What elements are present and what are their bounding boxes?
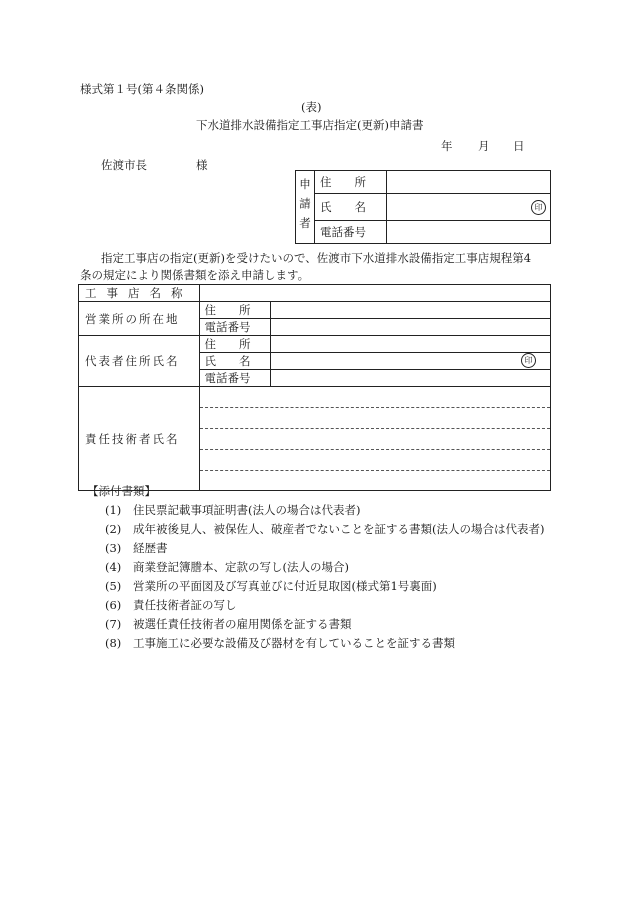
attachment-number: (8) [105,636,122,650]
applicant-name-label: 氏 名 [315,194,387,221]
form-number: 様式第１号(第４条関係) [80,82,204,96]
office-phone-field[interactable] [270,319,551,336]
attachment-number: (3) [105,541,122,555]
applicant-table [295,170,551,244]
attachment-item [105,578,437,594]
attachment-number: (5) [105,579,122,593]
office-location-label: 営業所の所在地 [79,302,200,336]
representative-name-field[interactable] [270,353,551,370]
applicant-address-field[interactable] [387,171,551,194]
attachment-text: 成年被後見人、被保佐人、破産者でないことを証する書類(法人の場合は代表者) [133,522,545,536]
shop-name-field[interactable] [199,285,551,302]
attachment-text: 被選任責任技術者の雇用関係を証する書類 [133,617,352,631]
attachments-heading: 【添付書類】 [87,484,156,498]
applicant-seal-mark: 印 [531,200,546,215]
representative-seal-mark: 印 [521,353,536,368]
attachment-number: (6) [105,598,122,612]
engineer-line-3[interactable] [200,429,551,450]
attachment-item [105,540,168,556]
addressee: 佐渡市長 [101,158,147,172]
office-address-field[interactable] [270,302,551,319]
attachment-item [105,597,237,613]
attachment-text: 工事施工に必要な設備及び器材を有していることを証する書類 [133,636,455,650]
attachment-item [105,502,360,518]
form-side-label: (表) [301,100,322,114]
applicant-phone-label: 電話番号 [315,221,387,244]
attachment-text: 責任技術者証の写し [133,598,237,612]
engineer-label: 責任技術者氏名 [79,387,200,491]
document-title: 下水道排水設備指定工事店指定(更新)申請書 [196,118,424,132]
date-month-label: 月 [478,139,490,153]
attachment-item [105,521,544,537]
attachment-text: 住民票記載事項証明書(法人の場合は代表者) [133,503,361,517]
date-year-label: 年 [441,139,453,153]
representative-phone-field[interactable] [270,370,551,387]
representative-address-field[interactable] [270,336,551,353]
attachment-item [105,559,349,575]
applicant-phone-field[interactable] [387,221,551,244]
applicant-address-label: 住 所 [315,171,387,194]
engineer-line-4[interactable] [200,450,551,471]
attachment-item [105,635,455,651]
addressee-honorific: 様 [196,158,208,172]
office-address-label: 住 所 [199,302,270,319]
attachment-number: (2) [105,522,122,536]
attachment-number: (4) [105,560,122,574]
representative-name-label: 氏 名 [199,353,270,370]
statement-line-1: 指定工事店の指定(更新)を受けたいので、佐渡市下水道排水設備指定工事店規程第4 [101,251,532,265]
engineer-line-1[interactable] [200,387,551,408]
engineer-line-5[interactable] [200,471,551,490]
applicant-name-field[interactable] [387,194,551,221]
engineer-names-area[interactable] [199,387,551,491]
representative-address-label: 住 所 [199,336,270,353]
engineer-line-2[interactable] [200,408,551,429]
shop-name-label: 工事店名称 [79,285,200,302]
date-day-label: 日 [513,139,525,153]
representative-label: 代表者住所氏名 [79,336,200,387]
representative-phone-label: 電話番号 [199,370,270,387]
attachment-text: 営業所の平面図及び写真並びに付近見取図(様式第1号裏面) [133,579,437,593]
applicant-label: 申請者 [296,171,315,244]
attachment-text: 商業登記簿謄本、定款の写し(法人の場合) [133,560,349,574]
shop-details-table [78,284,551,491]
attachment-text: 経歴書 [133,541,168,555]
attachment-item [105,616,352,632]
attachment-number: (1) [105,503,122,517]
statement-line-2: 条の規定により関係書類を添え申請します。 [80,268,310,282]
office-phone-label: 電話番号 [199,319,270,336]
attachment-number: (7) [105,617,122,631]
